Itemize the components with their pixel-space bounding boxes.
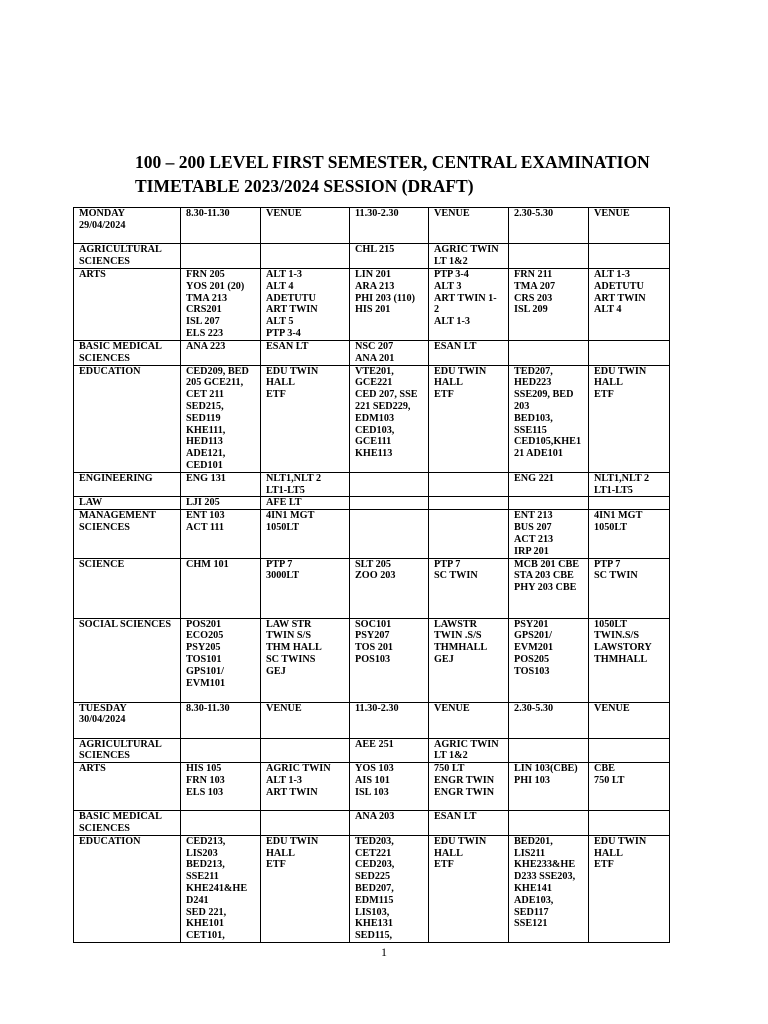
timetable-cell: SOC101 PSY207 TOS 201 POS103	[350, 618, 429, 702]
timetable-cell: AFE LT	[261, 497, 350, 510]
timetable-cell	[509, 341, 589, 366]
timetable-cell: EDU TWIN HALL ETF	[429, 365, 509, 472]
timetable-cell: PTP 3-4 ALT 3 ART TWIN 1- 2 ALT 1-3	[429, 269, 509, 341]
timetable-cell: VENUE	[429, 208, 509, 244]
timetable-cell: ENG 131	[181, 472, 261, 497]
timetable-cell: 8.30-11.30	[181, 208, 261, 244]
timetable-cell	[429, 472, 509, 497]
timetable-cell: SLT 205 ZOO 203	[350, 558, 429, 618]
faculty-row	[74, 835, 670, 942]
timetable-cell: VENUE	[589, 702, 670, 738]
timetable-cell: 8.30-11.30	[181, 702, 261, 738]
timetable-cell	[429, 510, 509, 558]
faculty-row	[74, 811, 670, 836]
timetable-cell	[350, 472, 429, 497]
timetable-cell: EDU TWIN HALL ETF	[261, 365, 350, 472]
timetable-cell: 11.30-2.30	[350, 208, 429, 244]
timetable-cell: ENT 103 ACT 111	[181, 510, 261, 558]
timetable-cell: TED203, CET221 CED203, SED225 BED207, EDM115 LIS103, KHE131 SED115,	[350, 835, 429, 942]
faculty-row	[74, 269, 670, 341]
row-label-cell: TUESDAY 30/04/2024	[74, 702, 181, 738]
faculty-row	[74, 472, 670, 497]
row-label-cell: ARTS	[74, 763, 181, 811]
faculty-row	[74, 763, 670, 811]
timetable-cell: EDU TWIN HALL ETF	[261, 835, 350, 942]
timetable-cell	[350, 497, 429, 510]
title-line-1: 100 – 200 LEVEL FIRST SEMESTER, CENTRAL EXAMINATION	[135, 152, 650, 172]
timetable-cell: ALT 1-3 ADETUTU ART TWIN ALT 4	[589, 269, 670, 341]
faculty-row	[74, 510, 670, 558]
timetable-cell: BED201, LIS211 KHE233&HE D233 SSE203, KHE141 ADE103, SED117 SSE121	[509, 835, 589, 942]
exam-timetable	[73, 207, 670, 943]
timetable-cell: CED213, LIS203 BED213, SSE211 KHE241&HE D241 SED 221, KHE101 CET101,	[181, 835, 261, 942]
timetable-cell	[181, 244, 261, 269]
timetable-cell: 1050LT TWIN.S/S LAWSTORY THMHALL	[589, 618, 670, 702]
timetable-cell: YOS 103 AIS 101 ISL 103	[350, 763, 429, 811]
timetable-cell: CHM 101	[181, 558, 261, 618]
timetable-cell: 4IN1 MGT 1050LT	[589, 510, 670, 558]
row-label-cell: MANAGEMENT SCIENCES	[74, 510, 181, 558]
row-label-cell: SOCIAL SCIENCES	[74, 618, 181, 702]
faculty-row	[74, 365, 670, 472]
title-line-2: TIMETABLE 2023/2024 SESSION (DRAFT)	[135, 176, 474, 196]
timetable-cell: 11.30-2.30	[350, 702, 429, 738]
timetable-cell	[509, 244, 589, 269]
timetable-cell: ANA 203	[350, 811, 429, 836]
row-label-cell: BASIC MEDICAL SCIENCES	[74, 811, 181, 836]
timetable-cell: LIN 103(CBE) PHI 103	[509, 763, 589, 811]
timetable-cell	[181, 811, 261, 836]
timetable-cell	[509, 738, 589, 763]
timetable-cell: LIN 201 ARA 213 PHI 203 (110) HIS 201	[350, 269, 429, 341]
row-label-cell: SCIENCE	[74, 558, 181, 618]
timetable-cell: LAWSTR TWIN .S/S THMHALL GEJ	[429, 618, 509, 702]
timetable-cell: VTE201, GCE221 CED 207, SSE 221 SED229, EDM103 CED103, GCE111 KHE113	[350, 365, 429, 472]
timetable-cell: NSC 207 ANA 201	[350, 341, 429, 366]
timetable-cell: TED207, HED223 SSE209, BED 203 BED103, SSE115 CED105,KHE1 21 ADE101	[509, 365, 589, 472]
timetable-cell	[589, 244, 670, 269]
timetable-cell	[261, 244, 350, 269]
timetable-cell: AGRIC TWIN LT 1&2	[429, 244, 509, 269]
timetable-cell	[589, 341, 670, 366]
timetable-cell: HIS 105 FRN 103 ELS 103	[181, 763, 261, 811]
timetable-cell: POS201 ECO205 PSY205 TOS101 GPS101/ EVM101	[181, 618, 261, 702]
timetable-cell: LJI 205	[181, 497, 261, 510]
timetable-cell: ESAN LT	[429, 811, 509, 836]
timetable-cell	[589, 497, 670, 510]
timetable-cell: ALT 1-3 ALT 4 ADETUTU ART TWIN ALT 5 PTP 3-4	[261, 269, 350, 341]
timetable-cell: PSY201 GPS201/ EVM201 POS205 TOS103	[509, 618, 589, 702]
faculty-row	[74, 244, 670, 269]
timetable-cell	[181, 738, 261, 763]
timetable-cell: PTP 7 3000LT	[261, 558, 350, 618]
timetable-cell: FRN 211 TMA 207 CRS 203 ISL 209	[509, 269, 589, 341]
timetable-cell	[429, 497, 509, 510]
timetable-cell: VENUE	[261, 702, 350, 738]
day-header-row	[74, 208, 670, 244]
timetable-cell: CBE 750 LT	[589, 763, 670, 811]
timetable-cell: VENUE	[261, 208, 350, 244]
timetable-cell: ESAN LT	[261, 341, 350, 366]
row-label-cell: BASIC MEDICAL SCIENCES	[74, 341, 181, 366]
faculty-row	[74, 618, 670, 702]
timetable-cell: EDU TWIN HALL ETF	[429, 835, 509, 942]
row-label-cell: ENGINEERING	[74, 472, 181, 497]
timetable-cell: MCB 201 CBE STA 203 CBE PHY 203 CBE	[509, 558, 589, 618]
faculty-row	[74, 738, 670, 763]
timetable-cell: FRN 205 YOS 201 (20) TMA 213 CRS201 ISL 207 ELS 223	[181, 269, 261, 341]
faculty-row	[74, 341, 670, 366]
faculty-row	[74, 497, 670, 510]
timetable-cell: PTP 7 SC TWIN	[429, 558, 509, 618]
row-label-cell: LAW	[74, 497, 181, 510]
document-title	[135, 150, 735, 198]
row-label-cell: EDUCATION	[74, 835, 181, 942]
timetable-cell: CED209, BED 205 GCE211, CET 211 SED215, SED119 KHE111, HED113 ADE121, CED101	[181, 365, 261, 472]
timetable-cell: LAW STR TWIN S/S THM HALL SC TWINS GEJ	[261, 618, 350, 702]
timetable-cell: VENUE	[429, 702, 509, 738]
row-label-cell: EDUCATION	[74, 365, 181, 472]
timetable-cell: CHL 215	[350, 244, 429, 269]
timetable-cell: ENT 213 BUS 207 ACT 213 IRP 201	[509, 510, 589, 558]
day-header-row	[74, 702, 670, 738]
timetable-cell	[589, 738, 670, 763]
timetable-cell: AEE 251	[350, 738, 429, 763]
row-label-cell: AGRICULTURAL SCIENCES	[74, 738, 181, 763]
timetable-cell	[509, 497, 589, 510]
timetable-cell: 2.30-5.30	[509, 208, 589, 244]
timetable-cell: VENUE	[589, 208, 670, 244]
timetable-cell: ENG 221	[509, 472, 589, 497]
page-number: 1	[381, 945, 387, 959]
timetable-cell	[350, 510, 429, 558]
timetable-cell: ESAN LT	[429, 341, 509, 366]
timetable-cell	[261, 738, 350, 763]
timetable-cell: AGRIC TWIN LT 1&2	[429, 738, 509, 763]
timetable-cell: AGRIC TWIN ALT 1-3 ART TWIN	[261, 763, 350, 811]
faculty-row	[74, 558, 670, 618]
timetable-cell: 2.30-5.30	[509, 702, 589, 738]
timetable-cell: 750 LT ENGR TWIN ENGR TWIN	[429, 763, 509, 811]
timetable-cell: EDU TWIN HALL ETF	[589, 835, 670, 942]
row-label-cell: AGRICULTURAL SCIENCES	[74, 244, 181, 269]
timetable-cell: 4IN1 MGT 1050LT	[261, 510, 350, 558]
timetable-cell	[261, 811, 350, 836]
timetable-cell: NLT1,NLT 2 LT1-LT5	[589, 472, 670, 497]
timetable-cell: ANA 223	[181, 341, 261, 366]
row-label-cell: MONDAY 29/04/2024	[74, 208, 181, 244]
timetable-cell: PTP 7 SC TWIN	[589, 558, 670, 618]
timetable-cell: EDU TWIN HALL ETF	[589, 365, 670, 472]
timetable-cell	[509, 811, 589, 836]
timetable-cell: NLT1,NLT 2 LT1-LT5	[261, 472, 350, 497]
row-label-cell: ARTS	[74, 269, 181, 341]
timetable-cell	[589, 811, 670, 836]
